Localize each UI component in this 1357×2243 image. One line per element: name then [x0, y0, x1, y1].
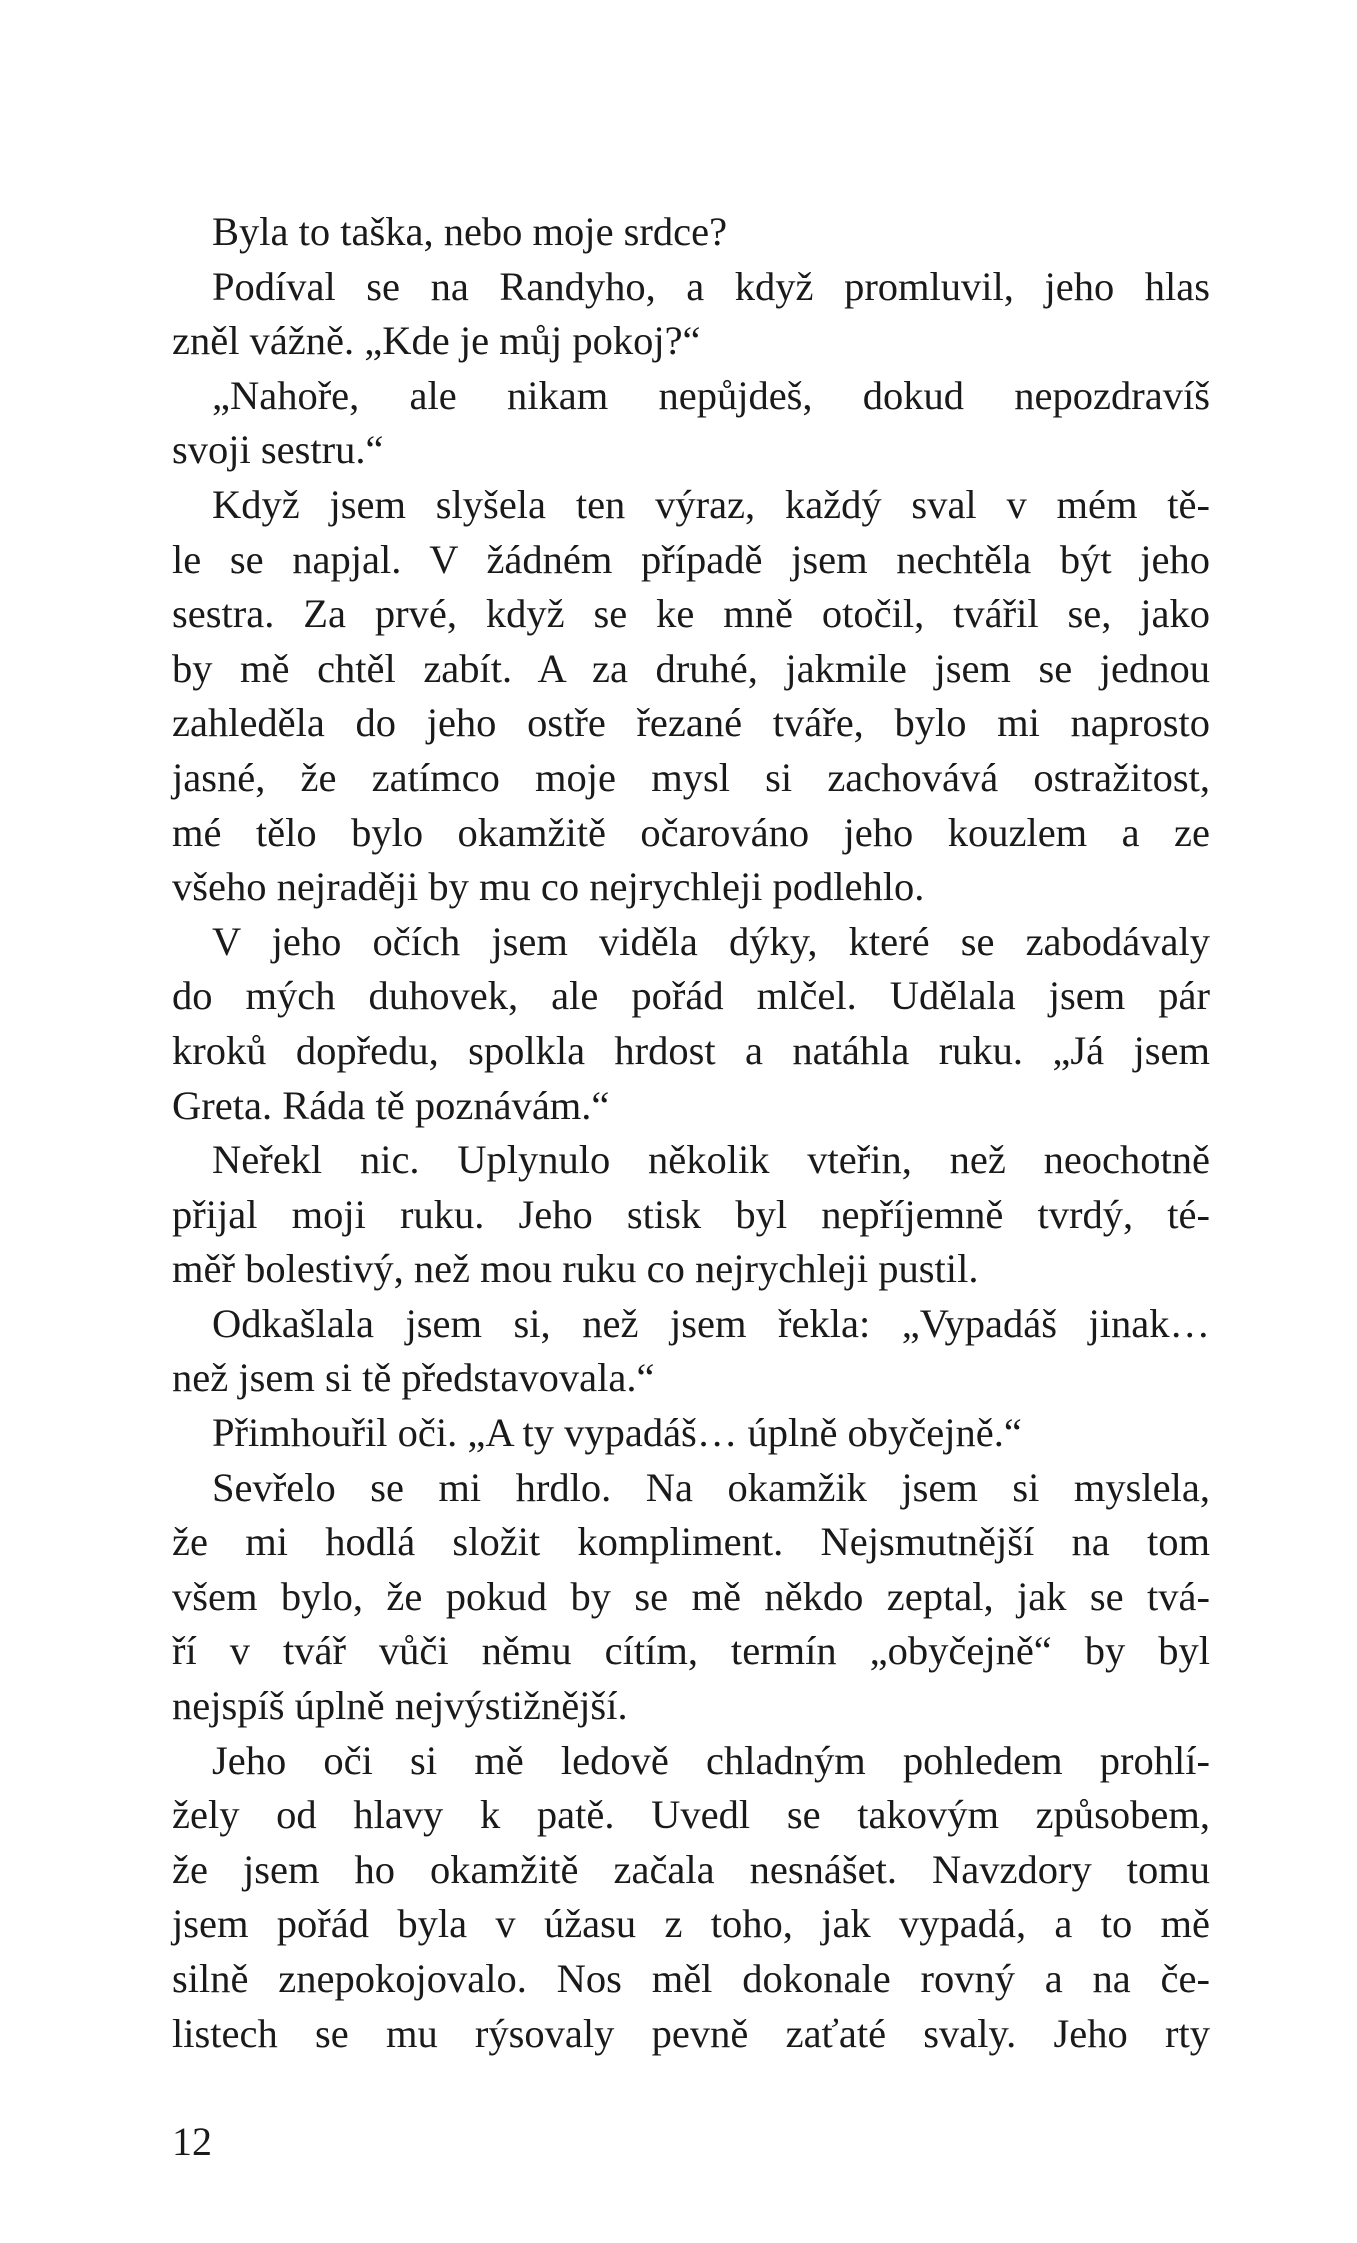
text-line: Přimhouřil oči. „A ty vypadáš… úplně obyčejně.“ [212, 1410, 1022, 1456]
text-line: zahleděla do jeho ostře řezané tváře, bylo mi naprosto [172, 700, 1210, 746]
text-line: Sevřelo se mi hrdlo. Na okamžik jsem si myslela, [212, 1464, 1210, 1510]
text-line: svoji sestru.“ [172, 427, 384, 473]
text-line: kroků dopředu, spolkla hrdost a natáhla ruku. „Já jsem [172, 1027, 1210, 1073]
text-line: by mě chtěl zabít. A za druhé, jakmile jsem se jednou [172, 645, 1210, 691]
text-line: Greta. Ráda tě poznávám.“ [172, 1082, 610, 1128]
text-line: do mých duhovek, ale pořád mlčel. Udělala jsem pár [172, 973, 1210, 1019]
text-line: Když jsem slyšela ten výraz, každý sval v mém tě- [212, 481, 1210, 527]
text-line: ří v tvář vůči němu cítím, termín „obyčejně“ by byl [172, 1628, 1210, 1674]
text-line: „Nahoře, ale nikam nepůjdeš, dokud nepozdravíš [212, 372, 1210, 418]
text-line: všeho nejraději by mu co nejrychleji podlehlo. [172, 864, 925, 910]
text-line: Odkašlala jsem si, než jsem řekla: „Vypadáš jinak… [212, 1300, 1210, 1346]
text-line: že mi hodlá složit kompliment. Nejsmutnější na tom [172, 1519, 1210, 1565]
text-line: sestra. Za prvé, když se ke mně otočil, tvářil se, jako [172, 591, 1210, 637]
text-line: měř bolestivý, než mou ruku co nejrychleji pustil. [172, 1246, 979, 1292]
text-line: zněl vážně. „Kde je můj pokoj?“ [172, 318, 701, 364]
text-line: listech se mu rýsovaly pevně zaťaté svaly. Jeho rty [172, 2010, 1210, 2056]
text-line: než jsem si tě představovala.“ [172, 1355, 655, 1401]
text-line: Podíval se na Randyho, a když promluvil, jeho hlas [212, 263, 1210, 309]
text-line: V jeho očích jsem viděla dýky, které se zabodávaly [212, 918, 1210, 964]
body-text [172, 205, 1210, 2061]
text-line: nejspíš úplně nejvýstižnější. [172, 1683, 628, 1729]
page-number: 12 [172, 2119, 212, 2164]
text-line: le se napjal. V žádném případě jsem nechtěla být jeho [172, 536, 1210, 582]
text-line: Byla to taška, nebo moje srdce? [212, 209, 728, 254]
text-line: žely od hlavy k patě. Uvedl se takovým způsobem, [172, 1792, 1210, 1838]
text-line: mé tělo bylo okamžitě očarováno jeho kouzlem a ze [172, 809, 1210, 855]
text-line: jasné, že zatímco moje mysl si zachovává ostražitost, [172, 754, 1210, 800]
text-line: silně znepokojovalo. Nos měl dokonale rovný a na če- [172, 1956, 1210, 2001]
text-line: přijal moji ruku. Jeho stisk byl nepříjemně tvrdý, té- [172, 1191, 1210, 1237]
text-line: že jsem ho okamžitě začala nesnášet. Navzdory tomu [172, 1846, 1210, 1892]
text-line: Jeho oči si mě ledově chladným pohledem prohlí- [212, 1737, 1210, 1783]
text-line: jsem pořád byla v úžasu z toho, jak vypadá, a to mě [172, 1901, 1210, 1947]
text-line: všem bylo, že pokud by se mě někdo zeptal, jak se tvá- [172, 1573, 1210, 1619]
text-line: Neřekl nic. Uplynulo několik vteřin, než neochotně [212, 1137, 1210, 1183]
